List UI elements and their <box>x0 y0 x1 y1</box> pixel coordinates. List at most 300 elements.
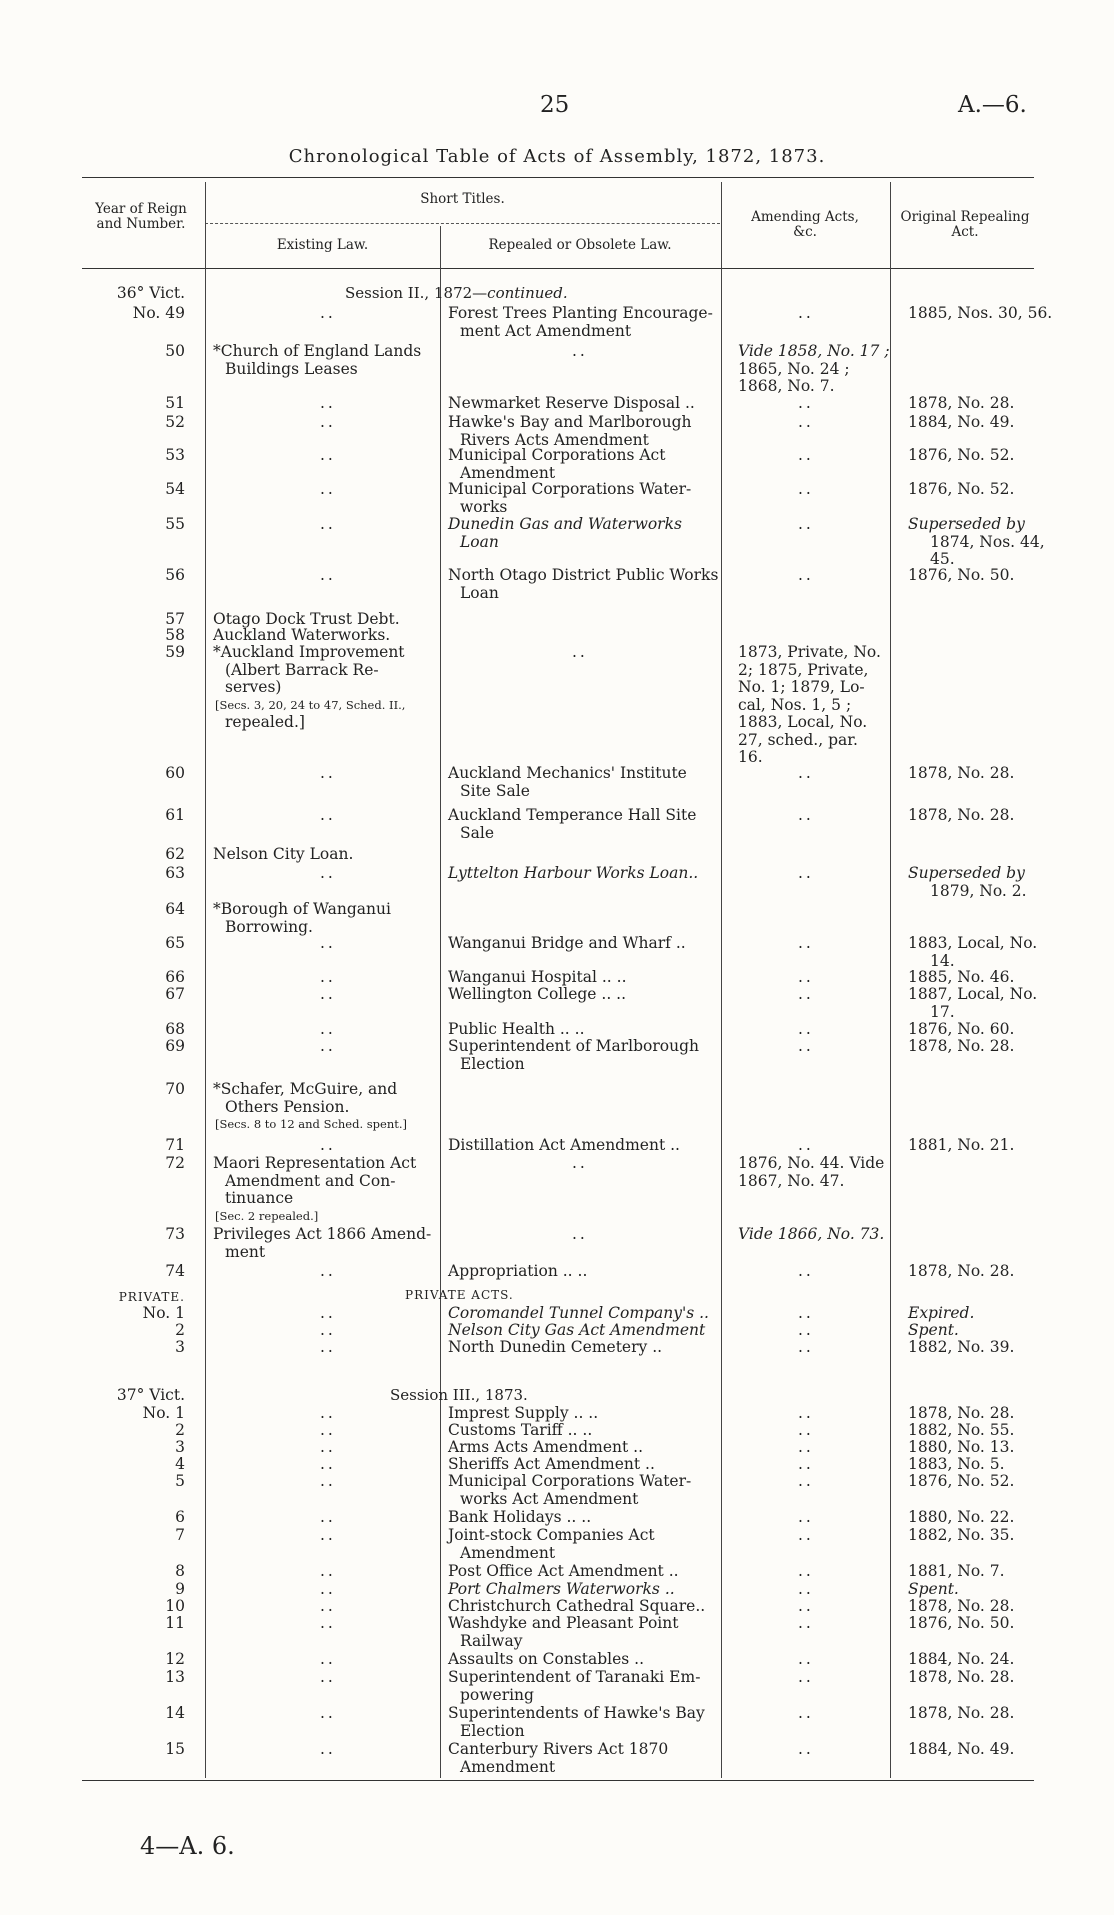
row-number-value: 2 <box>175 1421 185 1439</box>
repealed-law-cell: Christchurch Cathedral Square.. <box>448 1597 706 1615</box>
original-repealing-cell: 1878, No. 28. <box>908 394 1015 412</box>
existing-law-cell: .. <box>320 1304 336 1322</box>
original-repealing-cell: 1876, No. 60. <box>908 1020 1015 1038</box>
existing-law-cell: repealed.] <box>225 713 305 731</box>
existing-law-cell: .. <box>320 394 336 412</box>
repealed-law-cell: Sale <box>460 823 494 842</box>
header-amending: Amending Acts, &c. <box>751 209 859 240</box>
original-repealing-cell: 1880, No. 22. <box>908 1508 1015 1526</box>
repealed-law-cell: Forest Trees Planting Encourage- <box>448 304 713 322</box>
existing-law-cell: .. <box>320 1580 336 1598</box>
row-number-value: 14 <box>165 1704 185 1722</box>
amending-acts-cell: .. <box>798 304 814 322</box>
no-prefix: No. <box>142 1404 176 1422</box>
original-repealing-cell: 1878, No. 28. <box>908 1668 1015 1686</box>
row-number-value: 72 <box>165 1154 185 1172</box>
header-original-repealing: Original Repealing Act. <box>900 209 1030 240</box>
existing-law-cell: .. <box>320 566 336 584</box>
amending-acts-cell: .. <box>798 480 814 498</box>
amending-acts-cell: 1873, Private, No. <box>738 643 881 661</box>
amending-acts-cell: .. <box>798 446 814 464</box>
row-number <box>95 304 185 322</box>
row-number <box>95 1740 185 1758</box>
row-number <box>95 515 185 533</box>
repealed-law-cell: Public Health .. .. <box>448 1020 585 1038</box>
row-number <box>95 985 185 1003</box>
existing-law-cell: Maori Representation Act <box>213 1154 417 1172</box>
row-number <box>95 394 185 412</box>
amending-acts-cell: .. <box>798 1455 814 1473</box>
existing-law-cell: .. <box>320 934 336 952</box>
original-repealing-cell: 1878, No. 28. <box>908 806 1015 824</box>
row-number-value: 10 <box>165 1597 185 1615</box>
amending-acts-cell: .. <box>798 413 814 431</box>
original-repealing-cell: 1884, No. 49. <box>908 413 1015 431</box>
repealed-law-cell: Wellington College .. .. <box>448 985 627 1003</box>
amending-acts-cell: .. <box>798 806 814 824</box>
existing-law-cell: .. <box>320 1421 336 1439</box>
row-number-value: 4 <box>175 1455 185 1473</box>
amending-acts-cell: .. <box>798 515 814 533</box>
original-repealing-cell: 1887, Local, No. <box>908 985 1038 1003</box>
existing-law-cell: *Church of England Lands <box>213 342 422 360</box>
existing-law-cell: .. <box>320 1404 336 1422</box>
row-number-value: 3 <box>175 1438 185 1456</box>
row-number-value: 1 <box>175 1404 185 1422</box>
row-number <box>95 764 185 782</box>
existing-law-cell: .. <box>320 1438 336 1456</box>
repealed-law-cell: Railway <box>460 1631 523 1650</box>
row-number <box>95 643 185 661</box>
repealed-law-cell: Assaults on Constables .. <box>448 1650 645 1668</box>
amending-acts-cell: .. <box>798 1704 814 1722</box>
amending-acts-cell: .. <box>798 1597 814 1615</box>
repealed-law-cell: Appropriation .. .. <box>448 1262 588 1280</box>
repealed-law-cell: Nelson City Gas Act Amendment <box>448 1321 706 1339</box>
amending-acts-cell: .. <box>798 1472 814 1490</box>
repealed-law-cell: works Act Amendment <box>460 1489 639 1508</box>
row-number <box>95 1614 185 1632</box>
existing-law-cell: Amendment and Con- <box>225 1171 396 1190</box>
repealed-law-cell: Sheriffs Act Amendment .. <box>448 1455 655 1473</box>
amending-acts-cell: Vide 1858, No. 17 ; <box>738 342 890 360</box>
existing-law-cell: .. <box>320 1614 336 1632</box>
amending-acts-cell: .. <box>798 1438 814 1456</box>
repealed-law-cell: Arms Acts Amendment .. <box>448 1438 643 1456</box>
existing-law-cell: .. <box>320 1020 336 1038</box>
amending-acts-cell: .. <box>798 1508 814 1526</box>
amending-acts-cell: 1865, No. 24 ; <box>738 359 850 378</box>
row-number <box>95 1668 185 1686</box>
amending-acts-cell: 1868, No. 7. <box>738 377 835 395</box>
existing-law-cell: .. <box>320 864 336 882</box>
repealed-law-cell: works <box>460 497 508 516</box>
row-number <box>95 1080 185 1098</box>
existing-law-cell: [Secs. 3, 20, 24 to 47, Sched. II., <box>215 697 406 712</box>
no-prefix: No. <box>142 1304 176 1322</box>
original-repealing-cell: 14. <box>930 951 955 970</box>
amending-acts-cell: 1876, No. 44. Vide <box>738 1154 885 1172</box>
existing-law-cell: Nelson City Loan. <box>213 845 354 863</box>
original-repealing-cell: 1876, No. 52. <box>908 1472 1015 1490</box>
row-number <box>95 806 185 824</box>
amending-acts-cell: .. <box>798 1421 814 1439</box>
amending-acts-cell: .. <box>798 1526 814 1544</box>
repealed-law-cell: Rivers Acts Amendment <box>460 430 649 449</box>
original-repealing-cell: 1882, No. 35. <box>908 1526 1015 1544</box>
repealed-law-cell: Distillation Act Amendment .. <box>448 1136 680 1154</box>
row-number <box>95 626 185 644</box>
row-number <box>95 446 185 464</box>
row-number-value: 67 <box>165 985 185 1003</box>
row-number <box>95 1338 185 1356</box>
amending-acts-cell: 1883, Local, No. <box>738 713 868 731</box>
original-repealing-cell: 1883, Local, No. <box>908 934 1038 952</box>
amending-acts-cell: 16. <box>738 748 763 766</box>
existing-law-cell: .. <box>320 446 336 464</box>
row-number-value: 59 <box>165 643 185 661</box>
repealed-law-cell: .. <box>572 342 588 360</box>
row-number-value: 7 <box>175 1526 185 1544</box>
amending-acts-cell: .. <box>798 1020 814 1038</box>
existing-law-cell: .. <box>320 1472 336 1490</box>
repealed-law-cell: ment Act Amendment <box>460 321 632 340</box>
row-number-value: 69 <box>165 1037 185 1055</box>
amending-acts-cell: .. <box>798 864 814 882</box>
row-number <box>95 413 185 431</box>
original-repealing-cell: Spent. <box>908 1580 959 1598</box>
row-number <box>95 1321 185 1339</box>
amending-acts-cell: .. <box>798 1304 814 1322</box>
row-number-value: 66 <box>165 968 185 986</box>
row-number <box>95 566 185 584</box>
row-number <box>95 1421 185 1439</box>
original-repealing-cell: 45. <box>930 550 955 568</box>
amending-acts-cell: .. <box>798 1562 814 1580</box>
existing-law-cell: Buildings Leases <box>225 359 358 378</box>
row-number <box>95 968 185 986</box>
page-reference: A.—6. <box>958 92 1027 118</box>
repealed-law-cell: Loan <box>460 532 499 551</box>
row-number-value: 49 <box>165 304 185 322</box>
existing-law-cell: .. <box>320 1562 336 1580</box>
repealed-law-cell: Election <box>460 1054 525 1073</box>
row-number <box>95 864 185 882</box>
amending-acts-cell: .. <box>798 934 814 952</box>
original-repealing-cell: 1881, No. 21. <box>908 1136 1015 1154</box>
row-number-value: 61 <box>165 806 185 824</box>
repealed-law-cell: Municipal Corporations Water- <box>448 1472 692 1490</box>
repealed-law-cell: Amendment <box>460 1543 556 1562</box>
repealed-law-cell: Amendment <box>460 1757 556 1776</box>
amending-acts-cell: .. <box>798 1650 814 1668</box>
repealed-law-cell: Lyttelton Harbour Works Loan.. <box>448 864 699 882</box>
col-divider-1 <box>205 182 206 1778</box>
row-number-value: 15 <box>165 1740 185 1758</box>
repealed-law-cell: Amendment <box>460 463 556 482</box>
original-repealing-cell: 1876, No. 52. <box>908 480 1015 498</box>
row-number-value: 6 <box>175 1508 185 1526</box>
row-number-value: 11 <box>165 1614 185 1632</box>
short-titles-divider <box>205 223 720 224</box>
row-number-value: 64 <box>165 900 185 918</box>
session-3-heading: Session III., 1873. <box>390 1386 528 1404</box>
session-2-label: Session II., <box>345 284 430 302</box>
amending-acts-cell: .. <box>798 1338 814 1356</box>
repealed-law-cell: Port Chalmers Waterworks .. <box>448 1580 675 1598</box>
row-number-value: 63 <box>165 864 185 882</box>
row-number <box>95 1472 185 1490</box>
row-number-value: 50 <box>165 342 185 360</box>
row-number-value: 57 <box>165 610 185 628</box>
row-number <box>95 1020 185 1038</box>
row-number-value: 58 <box>165 626 185 644</box>
reign-36-vict: 36° Vict. <box>116 284 185 302</box>
row-number <box>95 900 185 918</box>
repealed-law-cell: powering <box>460 1685 534 1704</box>
amending-acts-cell: .. <box>798 1614 814 1632</box>
original-repealing-cell: 1876, No. 52. <box>908 446 1015 464</box>
repealed-law-cell: Municipal Corporations Act <box>448 446 666 464</box>
private-acts-heading: PRIVATE ACTS. <box>405 1288 514 1302</box>
repealed-law-cell: Superintendents of Hawke's Bay <box>448 1704 705 1722</box>
amending-acts-cell: .. <box>798 1037 814 1055</box>
header-repealed-law: Repealed or Obsolete Law. <box>488 237 672 253</box>
amending-acts-cell: .. <box>798 968 814 986</box>
repealed-law-cell: Auckland Temperance Hall Site <box>448 806 697 824</box>
amending-acts-cell: .. <box>798 985 814 1003</box>
original-repealing-cell: 1884, No. 49. <box>908 1740 1015 1758</box>
original-repealing-cell: 1881, No. 7. <box>908 1562 1005 1580</box>
repealed-law-cell: Site Sale <box>460 781 530 800</box>
row-number-value: 5 <box>175 1472 185 1490</box>
existing-law-cell: .. <box>320 1650 336 1668</box>
row-number-value: 52 <box>165 413 185 431</box>
existing-law-cell: *Schafer, McGuire, and <box>213 1080 398 1098</box>
existing-law-cell: .. <box>320 1262 336 1280</box>
row-number-value: 56 <box>165 566 185 584</box>
row-number-value: 1 <box>175 1304 185 1322</box>
row-number-value: 65 <box>165 934 185 952</box>
original-repealing-cell: 1880, No. 13. <box>908 1438 1015 1456</box>
original-repealing-cell: 1885, Nos. 30, 56. <box>908 304 1053 322</box>
row-number <box>95 1597 185 1615</box>
existing-law-cell: .. <box>320 1668 336 1686</box>
row-number-value: 12 <box>165 1650 185 1668</box>
amending-acts-cell: .. <box>798 1136 814 1154</box>
existing-law-cell: [Secs. 8 to 12 and Sched. spent.] <box>215 1117 408 1131</box>
table-bottom-rule <box>82 1780 1034 1781</box>
original-repealing-cell: 1882, No. 39. <box>908 1338 1015 1356</box>
row-number-value: 73 <box>165 1225 185 1243</box>
row-number <box>95 1037 185 1055</box>
amending-acts-cell: .. <box>798 1262 814 1280</box>
row-number <box>95 342 185 360</box>
amending-acts-cell: No. 1; 1879, Lo- <box>738 678 865 696</box>
reign-37-vict: 37° Vict. <box>116 1386 185 1404</box>
row-number-value: 8 <box>175 1562 185 1580</box>
repealed-law-cell: Washdyke and Pleasant Point <box>448 1614 679 1632</box>
row-number-value: 74 <box>165 1262 185 1280</box>
amending-acts-cell: .. <box>798 394 814 412</box>
amending-acts-cell: .. <box>798 566 814 584</box>
table-top-rule <box>82 177 1034 178</box>
amending-acts-cell: Vide 1866, No. 73. <box>738 1225 885 1243</box>
row-number-value: 3 <box>175 1338 185 1356</box>
existing-law-cell: .. <box>320 1704 336 1722</box>
row-number-value: 60 <box>165 764 185 782</box>
existing-law-cell: .. <box>320 1455 336 1473</box>
existing-law-cell: Auckland Waterworks. <box>213 626 391 644</box>
repealed-law-cell: Canterbury Rivers Act 1870 <box>448 1740 669 1758</box>
existing-law-cell: .. <box>320 1508 336 1526</box>
existing-law-cell: tinuance <box>225 1189 294 1207</box>
amending-acts-cell: cal, Nos. 1, 5 ; <box>738 695 852 714</box>
row-number <box>95 1404 185 1422</box>
session-2-year: 1872— <box>433 284 488 302</box>
row-number-value: 54 <box>165 480 185 498</box>
row-number <box>95 1508 185 1526</box>
row-number-value: 62 <box>165 845 185 863</box>
amending-acts-cell: .. <box>798 1404 814 1422</box>
existing-law-cell: .. <box>320 806 336 824</box>
row-number-value: 55 <box>165 515 185 533</box>
session-2-continued: continued. <box>487 284 568 302</box>
repealed-law-cell: Joint-stock Companies Act <box>448 1526 655 1544</box>
existing-law-cell: .. <box>320 1526 336 1544</box>
original-repealing-cell: 1878, No. 28. <box>908 1037 1015 1055</box>
repealed-law-cell: Newmarket Reserve Disposal .. <box>448 394 695 412</box>
original-repealing-cell: 1878, No. 28. <box>908 1704 1015 1722</box>
existing-law-cell: (Albert Barrack Re- <box>225 660 379 679</box>
existing-law-cell: serves) <box>225 678 282 696</box>
existing-law-cell: .. <box>320 1597 336 1615</box>
original-repealing-cell: 17. <box>930 1002 955 1021</box>
existing-law-cell: .. <box>320 304 336 322</box>
page-title: Chronological Table of Acts of Assembly, 1872, 1873. <box>288 146 826 167</box>
repealed-law-cell: Municipal Corporations Water- <box>448 480 692 498</box>
original-repealing-cell: 1884, No. 24. <box>908 1650 1015 1668</box>
row-number <box>95 1704 185 1722</box>
existing-law-cell: .. <box>320 985 336 1003</box>
row-number-value: 13 <box>165 1668 185 1686</box>
row-number-value: 70 <box>165 1080 185 1098</box>
repealed-law-cell: Hawke's Bay and Marlborough <box>448 413 692 431</box>
amending-acts-cell: 2; 1875, Private, <box>738 660 869 679</box>
row-number-value: 71 <box>165 1136 185 1154</box>
existing-law-cell: .. <box>320 1338 336 1356</box>
original-repealing-cell: 1876, No. 50. <box>908 566 1015 584</box>
row-number <box>95 1154 185 1172</box>
amending-acts-cell: .. <box>798 1580 814 1598</box>
row-number <box>95 1650 185 1668</box>
row-number <box>95 1304 185 1322</box>
existing-law-cell: *Auckland Improvement <box>213 643 405 661</box>
row-number <box>95 845 185 863</box>
footer-signature: 4—A. 6. <box>140 1832 235 1860</box>
existing-law-cell: .. <box>320 1321 336 1339</box>
row-number <box>95 1455 185 1473</box>
row-number-value: 2 <box>175 1321 185 1339</box>
original-repealing-cell: 1874, Nos. 44, <box>930 532 1045 551</box>
original-repealing-cell: 1876, No. 50. <box>908 1614 1015 1632</box>
row-number-value: 68 <box>165 1020 185 1038</box>
amending-acts-cell: .. <box>798 1668 814 1686</box>
row-number-value: 51 <box>165 394 185 412</box>
repealed-law-cell: Wanganui Hospital .. .. <box>448 968 627 986</box>
repealed-law-cell: Imprest Supply .. .. <box>448 1404 599 1422</box>
existing-law-cell: .. <box>320 515 336 533</box>
repealed-law-cell: Election <box>460 1721 525 1740</box>
existing-law-cell: .. <box>320 764 336 782</box>
repealed-law-cell: .. <box>572 1225 588 1243</box>
original-repealing-cell: 1878, No. 28. <box>908 1597 1015 1615</box>
row-number <box>95 1580 185 1598</box>
col-divider-2 <box>440 226 441 1778</box>
existing-law-cell: *Borough of Wanganui <box>213 900 391 918</box>
header-short-titles: Short Titles. <box>420 191 505 207</box>
original-repealing-cell: 1878, No. 28. <box>908 764 1015 782</box>
repealed-law-cell: .. <box>572 1154 588 1172</box>
original-repealing-cell: 1885, No. 46. <box>908 968 1015 986</box>
row-number <box>95 934 185 952</box>
reign-private: PRIVATE. <box>118 1290 185 1304</box>
original-repealing-cell: 1878, No. 28. <box>908 1262 1015 1280</box>
existing-law-cell: Others Pension. <box>225 1097 350 1116</box>
original-repealing-cell: 1879, No. 2. <box>930 881 1027 900</box>
amending-acts-cell: .. <box>798 1740 814 1758</box>
repealed-law-cell: North Dunedin Cemetery .. <box>448 1338 663 1356</box>
original-repealing-cell: 1883, No. 5. <box>908 1455 1005 1473</box>
amending-acts-cell: 27, sched., par. <box>738 730 858 749</box>
existing-law-cell: Borrowing. <box>225 917 313 936</box>
repealed-law-cell: Auckland Mechanics' Institute <box>448 764 687 782</box>
original-repealing-cell: Expired. <box>908 1304 975 1322</box>
existing-law-cell: [Sec. 2 repealed.] <box>215 1208 319 1223</box>
amending-acts-cell: .. <box>798 1321 814 1339</box>
repealed-law-cell: Dunedin Gas and Waterworks <box>448 515 682 533</box>
header-bottom-rule <box>82 268 1034 269</box>
amending-acts-cell: .. <box>798 764 814 782</box>
row-number <box>95 1526 185 1544</box>
existing-law-cell: Privileges Act 1866 Amend- <box>213 1225 432 1243</box>
original-repealing-cell: Spent. <box>908 1321 959 1339</box>
existing-law-cell: .. <box>320 480 336 498</box>
header-year-reign: Year of Reign and Number. <box>95 201 187 232</box>
row-number <box>95 1262 185 1280</box>
amending-acts-cell: 1867, No. 47. <box>738 1171 845 1190</box>
row-number <box>95 480 185 498</box>
repealed-law-cell: Wanganui Bridge and Wharf .. <box>448 934 686 952</box>
row-number <box>95 1562 185 1580</box>
col-divider-4 <box>890 182 891 1778</box>
header-existing-law: Existing Law. <box>276 237 369 253</box>
repealed-law-cell: Loan <box>460 583 499 602</box>
repealed-law-cell: Coromandel Tunnel Company's .. <box>448 1304 709 1322</box>
existing-law-cell: .. <box>320 968 336 986</box>
row-number-value: 9 <box>175 1580 185 1598</box>
repealed-law-cell: Superintendent of Marlborough <box>448 1037 700 1055</box>
repealed-law-cell: Customs Tariff .. .. <box>448 1421 593 1439</box>
existing-law-cell: .. <box>320 1740 336 1758</box>
existing-law-cell: Otago Dock Trust Debt. <box>213 610 400 628</box>
repealed-law-cell: Bank Holidays .. .. <box>448 1508 592 1526</box>
repealed-law-cell: Post Office Act Amendment .. <box>448 1562 679 1580</box>
row-number <box>95 1136 185 1154</box>
original-repealing-cell: 1882, No. 55. <box>908 1421 1015 1439</box>
row-number <box>95 1438 185 1456</box>
existing-law-cell: .. <box>320 1037 336 1055</box>
